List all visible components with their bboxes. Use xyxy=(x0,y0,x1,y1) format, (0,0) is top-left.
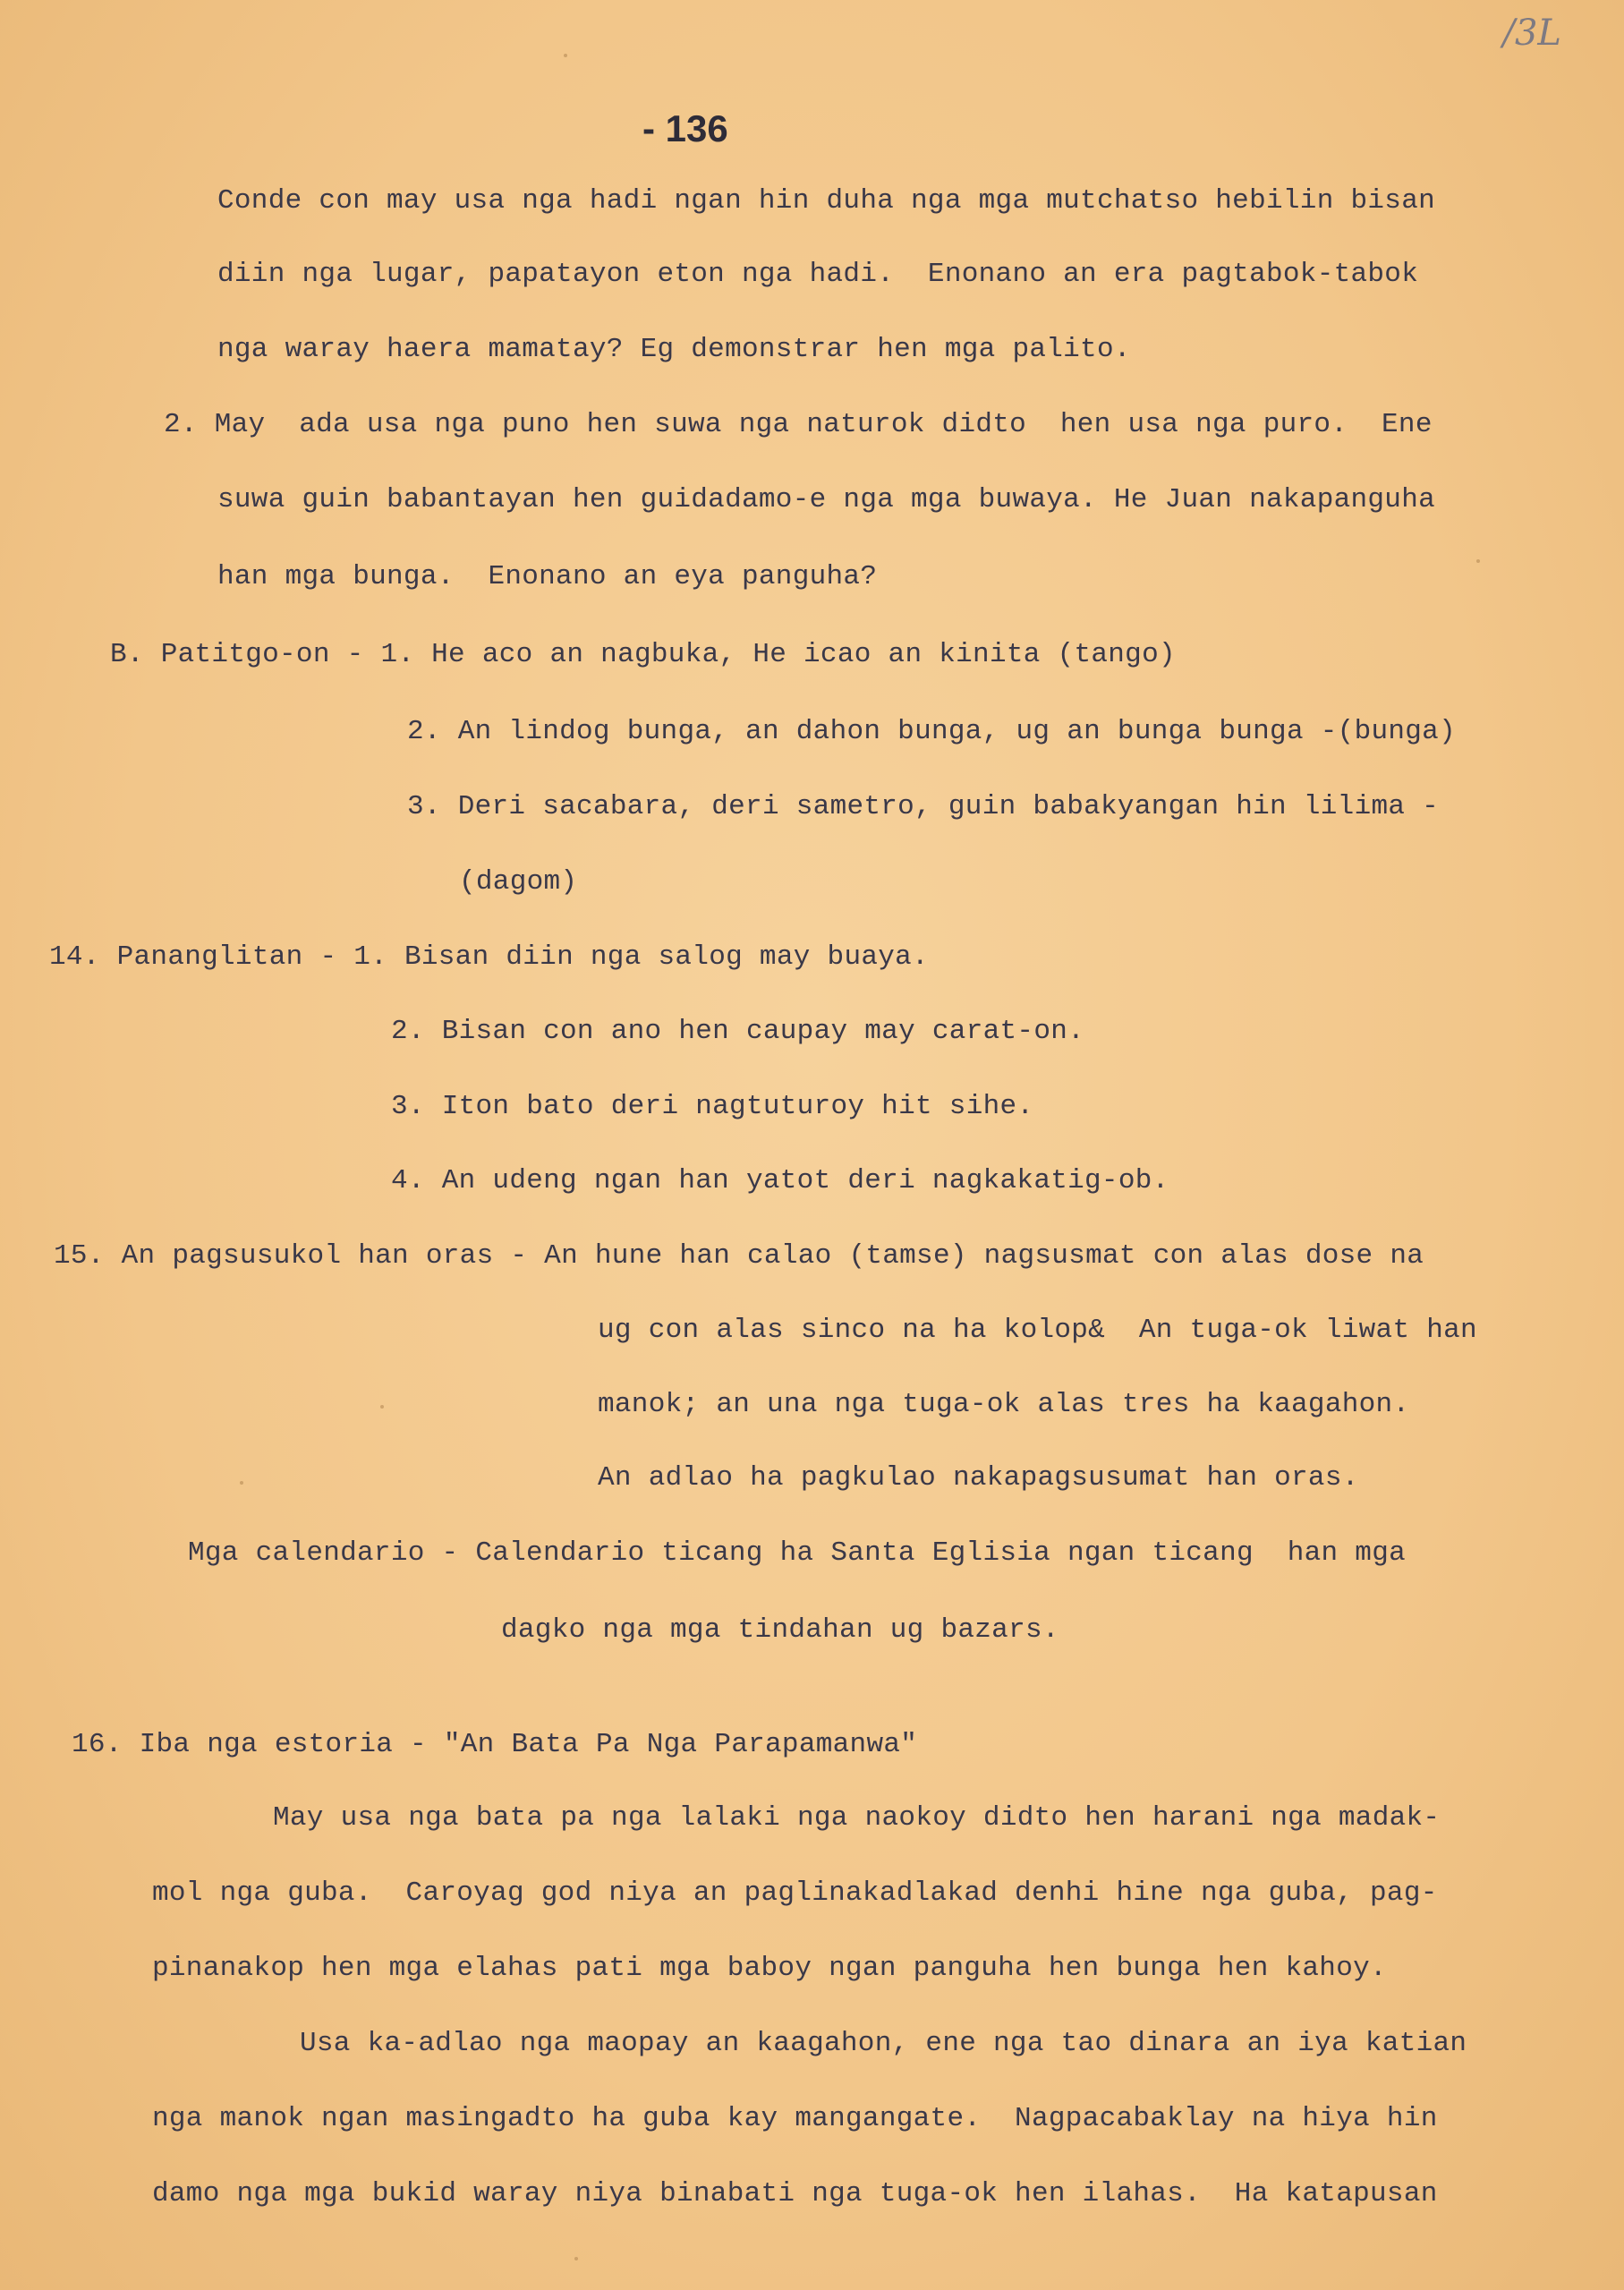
paper-speck xyxy=(564,54,567,57)
text-line: ug con alas sinco na ha kolop& An tuga-ok liwat han xyxy=(598,1315,1477,1346)
text-line: (dagom) xyxy=(459,866,578,898)
text-line: Conde con may usa nga hadi ngan hin duha nga mga mutchatso hebilin bisan xyxy=(217,185,1436,217)
text-line: An adlao ha pagkulao nakapagsusumat han oras. xyxy=(598,1462,1359,1494)
text-line: 2. An lindog bunga, an dahon bunga, ug an bunga bunga -(bunga) xyxy=(407,716,1456,747)
text-line: 3. Iton bato deri nagtuturoy hit sihe. xyxy=(391,1091,1034,1122)
text-line: 4. An udeng ngan han yatot deri nagkakatig-ob. xyxy=(391,1165,1169,1196)
text-line: nga waray haera mamatay? Eg demonstrar hen mga palito. xyxy=(217,334,1131,365)
text-line: dagko nga mga tindahan ug bazars. xyxy=(501,1614,1059,1646)
paper-speck xyxy=(240,1481,243,1485)
text-line: nga manok ngan masingadto ha guba kay mangangate. Nagpacabaklay na hiya hin xyxy=(152,2103,1438,2134)
text-line: 2. May ada usa nga puno hen suwa nga naturok didto hen usa nga puro. Ene xyxy=(164,409,1433,440)
page-number: - 136 xyxy=(642,107,728,149)
text-line: 2. Bisan con ano hen caupay may carat-on. xyxy=(391,1016,1085,1047)
text-line: diin nga lugar, papatayon eton nga hadi. Enonano an era pagtabok-tabok xyxy=(217,259,1419,290)
text-line: suwa guin babantayan hen guidadamo-e nga mga buwaya. He Juan nakapanguha xyxy=(217,484,1436,515)
text-line: Usa ka-adlao nga maopay an kaagahon, ene nga tao dinara an iya katian xyxy=(300,2028,1467,2059)
text-line: 3. Deri sacabara, deri sametro, guin babakyangan hin lilima - xyxy=(407,791,1440,822)
text-line: manok; an una nga tuga-ok alas tres ha kaagahon. xyxy=(598,1389,1410,1420)
text-line: 14. Pananglitan - 1. Bisan diin nga salog may buaya. xyxy=(49,941,929,973)
text-line: 16. Iba nga estoria - "An Bata Pa Nga Parapamanwa" xyxy=(72,1729,918,1760)
paper-speck xyxy=(1476,559,1480,563)
text-line: mol nga guba. Caroyag god niya an paglinakadlakad denhi hine nga guba, pag- xyxy=(152,1877,1438,1909)
text-line: Mga calendario - Calendario ticang ha Santa Eglisia ngan ticang han mga xyxy=(188,1537,1407,1569)
text-line: B. Patitgo-on - 1. He aco an nagbuka, He icao an kinita (tango) xyxy=(110,639,1176,670)
text-line: han mga bunga. Enonano an eya panguha? xyxy=(217,561,878,592)
text-line: damo nga mga bukid waray niya binabati nga tuga-ok hen ilahas. Ha katapusan xyxy=(152,2178,1438,2209)
text-line: May usa nga bata pa nga lalaki nga naokoy didto hen harani nga madak- xyxy=(273,1802,1441,1834)
paper-speck xyxy=(380,1405,384,1409)
text-line: pinanakop hen mga elahas pati mga baboy ngan panguha hen bunga hen kahoy. xyxy=(152,1953,1387,1984)
corner-note: /3L xyxy=(1502,13,1561,54)
text-line: 15. An pagsusukol han oras - An hune han calao (tamse) nagsusmat con alas dose na xyxy=(54,1240,1424,1272)
paper-speck xyxy=(574,2257,578,2260)
